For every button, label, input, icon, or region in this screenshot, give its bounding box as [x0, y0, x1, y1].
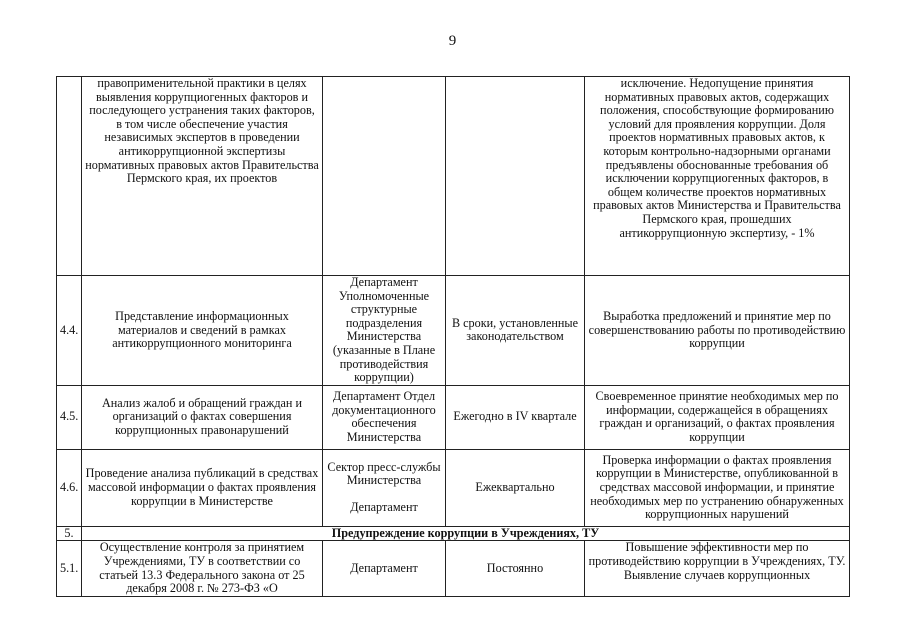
executor-cell: Департамент [323, 541, 446, 596]
event-cell: Проведение анализа публикаций в средствах массовой информации о фактах проявления коррупции в Министерстве [82, 449, 323, 526]
page-number: 9 [448, 33, 457, 49]
result-cell: Выработка предложений и принятие мер по совершенствованию работы по противодействию коррупции [585, 276, 850, 386]
executor-primary: Сектор пресс-службы Министерства [327, 459, 441, 488]
row-number-cell: 5. [57, 526, 82, 541]
event-cell: правоприменительной практики в целях выявления коррупциогенных факторов и последующего устранения таких факторов, в том числе обеспечение участия независимых экспертов в проведении антикоррупционной экспертизы нормативных правовых актов Правительства Пермского края, их проектов [82, 77, 323, 276]
table-row [57, 276, 850, 386]
term-cell [446, 77, 585, 276]
table-row [57, 449, 850, 526]
result-cell: исключение. Недопущение принятия нормативных правовых актов, содержащих положения, способствующие формированию условий для проявления коррупции. Доля проектов нормативных правовых актов, к которым контрольно-надзорными органами предъявлены обоснованные требования об исключении коррупциогенных факторов, в общем количестве проектов нормативных правовых актов Министерства и Правительства Пермского края, прошедших антикоррупционную экспертизу, - 1% [585, 77, 850, 276]
term-cell: Постоянно [446, 541, 585, 596]
table-row [57, 385, 850, 449]
term-cell: Ежеквартально [446, 449, 585, 526]
executor-cell [323, 77, 446, 276]
row-number-cell [57, 77, 82, 276]
row-number-cell: 5.1. [57, 541, 82, 596]
row-number-cell: 4.4. [57, 276, 82, 386]
executor-secondary: Департамент [350, 500, 418, 515]
executor-cell [323, 449, 446, 526]
result-cell: Повышение эффективности мер по противодействию коррупции в Учреждениях, ТУ. Выявление случаев коррупционных [585, 541, 850, 596]
event-cell: Представление информационных материалов и сведений в рамках антикоррупционного мониторинга [82, 276, 323, 386]
term-cell: В сроки, установленные законодательством [446, 276, 585, 386]
result-cell: Проверка информации о фактах проявления коррупции в Министерстве, опубликованной в средствах массовой информации, и принятие необходимых мер по устранению обнаруженных коррупционных нарушений [585, 449, 850, 526]
event-cell: Анализ жалоб и обращений граждан и организаций о фактах совершения коррупционных правонарушений [82, 385, 323, 449]
event-cell: Осуществление контроля за принятием Учреждениями, ТУ в соответствии со статьей 13.3 Федерального закона от 25 декабря 2008 г. № 273-ФЗ «О [82, 541, 323, 596]
row-number-cell: 4.5. [57, 385, 82, 449]
anticorruption-plan-table [56, 76, 850, 597]
term-cell: Ежегодно в IV квартале [446, 385, 585, 449]
table-row [57, 77, 850, 276]
section-row [57, 526, 850, 541]
row-number-cell: 4.6. [57, 449, 82, 526]
executor-cell: Департамент Отдел документационного обеспечения Министерства [323, 385, 446, 449]
executor-cell: Департамент Уполномоченные структурные подразделения Министерства (указанные в Плане противодействия коррупции) [323, 276, 446, 386]
table-row [57, 541, 850, 596]
result-cell: Своевременное принятие необходимых мер по информации, содержащейся в обращениях граждан и организаций, о фактах проявления коррупции [585, 385, 850, 449]
section-title: Предупреждение коррупции в Учреждениях, ТУ [82, 526, 850, 541]
